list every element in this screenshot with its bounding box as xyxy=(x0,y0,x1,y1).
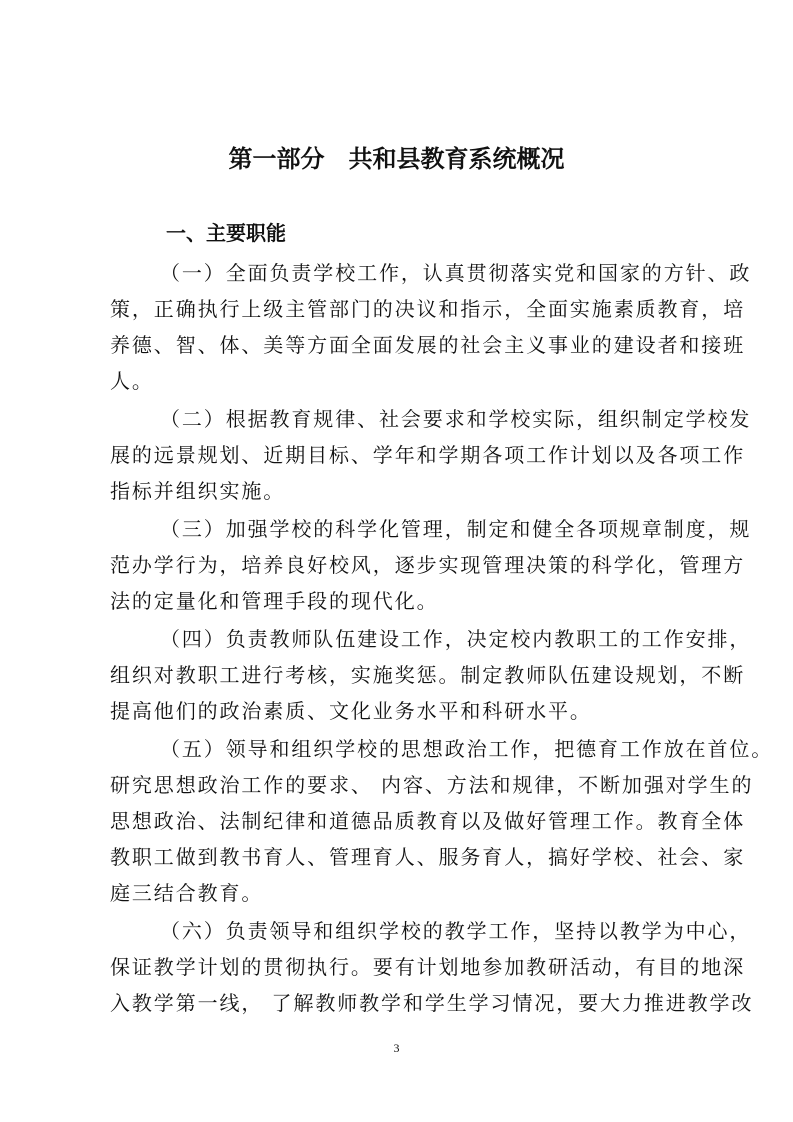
section-heading: 一、主要职能 xyxy=(166,221,286,245)
paragraph-line: 展的远景规划、近期目标、学年和学期各项工作计划以及各项工作 xyxy=(110,443,746,467)
paragraph-line: （五）领导和组织学校的思想政治工作，把德育工作放在首位。 xyxy=(160,737,774,761)
paragraph-line: 研究思想政治工作的要求、 内容、方法和规律，不断加强对学生的 xyxy=(110,773,754,797)
paragraph-line: （二）根据教育规律、社会要求和学校实际，组织制定学校发 xyxy=(160,407,752,431)
paragraph-line: 提高他们的政治素质、文化业务水平和科研水平。 xyxy=(110,699,592,723)
paragraph-line: 思想政治、法制纪律和道德品质教育以及做好管理工作。教育全体 xyxy=(110,809,746,833)
paragraph-line: 养德、智、体、美等方面全面发展的社会主义事业的建设者和接班 xyxy=(110,333,746,357)
paragraph-line: 庭三结合教育。 xyxy=(110,881,264,905)
paragraph-line: 指标并组织实施。 xyxy=(110,479,286,503)
paragraph-line: 组织对教职工进行考核，实施奖惩。制定教师队伍建设规划，不断 xyxy=(110,663,746,687)
paragraph-line: 范办学行为，培养良好校风，逐步实现管理决策的科学化，管理方 xyxy=(110,553,746,577)
paragraph-line: （六）负责领导和组织学校的教学工作，坚持以教学为中心， xyxy=(160,919,752,943)
paragraph-line: 入教学第一线， 了解教师教学和学生学习情况，要大力推进教学改 xyxy=(110,991,754,1015)
paragraph-line: 策，正确执行上级主管部门的决议和指示，全面实施素质教育，培 xyxy=(110,297,746,321)
paragraph-line: （四）负责教师队伍建设工作，决定校内教职工的工作安排， xyxy=(160,627,752,651)
paragraph-line: 教职工做到教书育人、管理育人、服务育人，搞好学校、社会、家 xyxy=(110,845,746,869)
page-number: 3 xyxy=(393,1041,400,1055)
paragraph-line: （一）全面负责学校工作，认真贯彻落实党和国家的方针、政 xyxy=(160,261,752,285)
page-title: 第一部分 共和县教育系统概况 xyxy=(228,145,565,173)
paragraph-line: （三）加强学校的科学化管理，制定和健全各项规章制度，规 xyxy=(160,517,752,541)
paragraph-line: 法的定量化和管理手段的现代化。 xyxy=(110,589,439,613)
paragraph-line: 保证教学计划的贯彻执行。要有计划地参加教研活动，有目的地深 xyxy=(110,955,746,979)
paragraph-line: 人。 xyxy=(110,369,154,393)
